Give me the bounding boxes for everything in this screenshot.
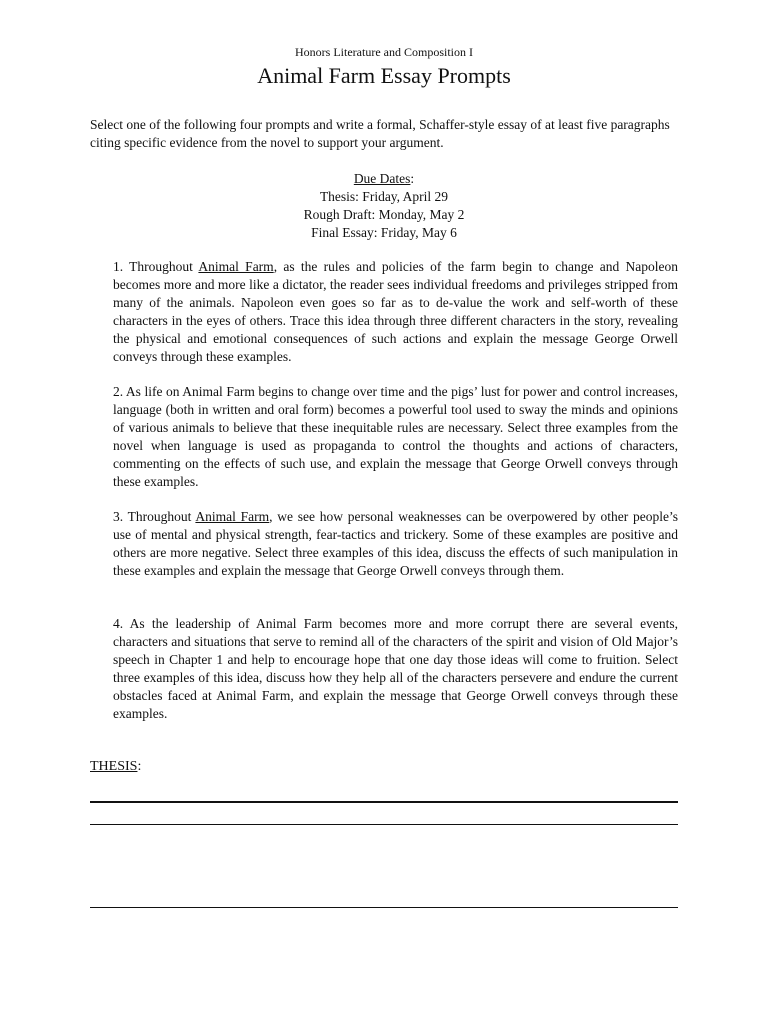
book-title: Animal Farm (195, 509, 270, 524)
thesis-label: THESIS: (90, 759, 142, 774)
due-final-essay: Final Essay: Friday, May 6 (311, 225, 457, 240)
due-rough-draft: Rough Draft: Monday, May 2 (303, 207, 465, 222)
page-title: Animal Farm Essay Prompts (257, 63, 511, 88)
due-dates-heading: Due Dates: (353, 171, 415, 186)
book-title: Animal Farm (198, 259, 274, 274)
prompt-2: 2. As life on Animal Farm begins to change over time and the pigs’ lust for power and control increases, language (both in written and oral form) becomes a powerful tool used to sway the minds and opinions of various animals to believe that these inequitable rules are necessary. Select three examples from the novel when language is used as propaganda to control the thoughts and actions of characters, commenting on the effects of such use, and explain the message that George Orwell conveys through these examples. (113, 384, 678, 489)
prompt-4: 4. As the leadership of Animal Farm becomes more and more corrupt there are several events, characters and situations that serve to remind all of the characters of the spirit and vision of Old Major’s speech in Chapter 1 and help to encourage hope that one day those ideas will come to fruition. Select three examples of this idea, discuss how they help all of the characters persevere and endure the current obstacles faced at Animal Farm, and explain the message that George Orwell conveys through these examples. (113, 616, 678, 721)
prompt-3: 3. Throughout Animal Farm, we see how personal weaknesses can be overpowered by other people’s use of mental and physical strength, fear-tactics and trickery. Some of these examples are positive and others are more negative. Select three examples of this idea, discuss the effects of such manipulation in these examples and explain the message that George Orwell conveys through them. (113, 509, 678, 578)
thesis-line (90, 824, 678, 825)
course-name: Honors Literature and Composition I (295, 45, 473, 59)
prompt-1: 1. Throughout Animal Farm, as the rules and policies of the farm begin to change and Napoleon becomes more and more like a dictator, the reader sees individual freedoms and privileges stripped from many of the animals. Napoleon even goes so far as to de-value the work and self-worth of these characters in the eyes of others. Trace this idea through three different characters in the story, revealing the physical and emotional consequences of such actions and explain the message George Orwell conveys through these examples. (113, 259, 678, 364)
due-dates (0, 170, 768, 242)
due-thesis: Thesis: Friday, April 29 (319, 189, 449, 204)
due-dates-heading-text: Due Dates (353, 171, 411, 186)
thesis-line (90, 907, 678, 908)
thesis-line (90, 801, 678, 803)
instructions: Select one of the following four prompts and write a formal, Schaffer-style essay of at least five paragraphs citing specific evidence from the novel to support your argument. (90, 117, 670, 150)
